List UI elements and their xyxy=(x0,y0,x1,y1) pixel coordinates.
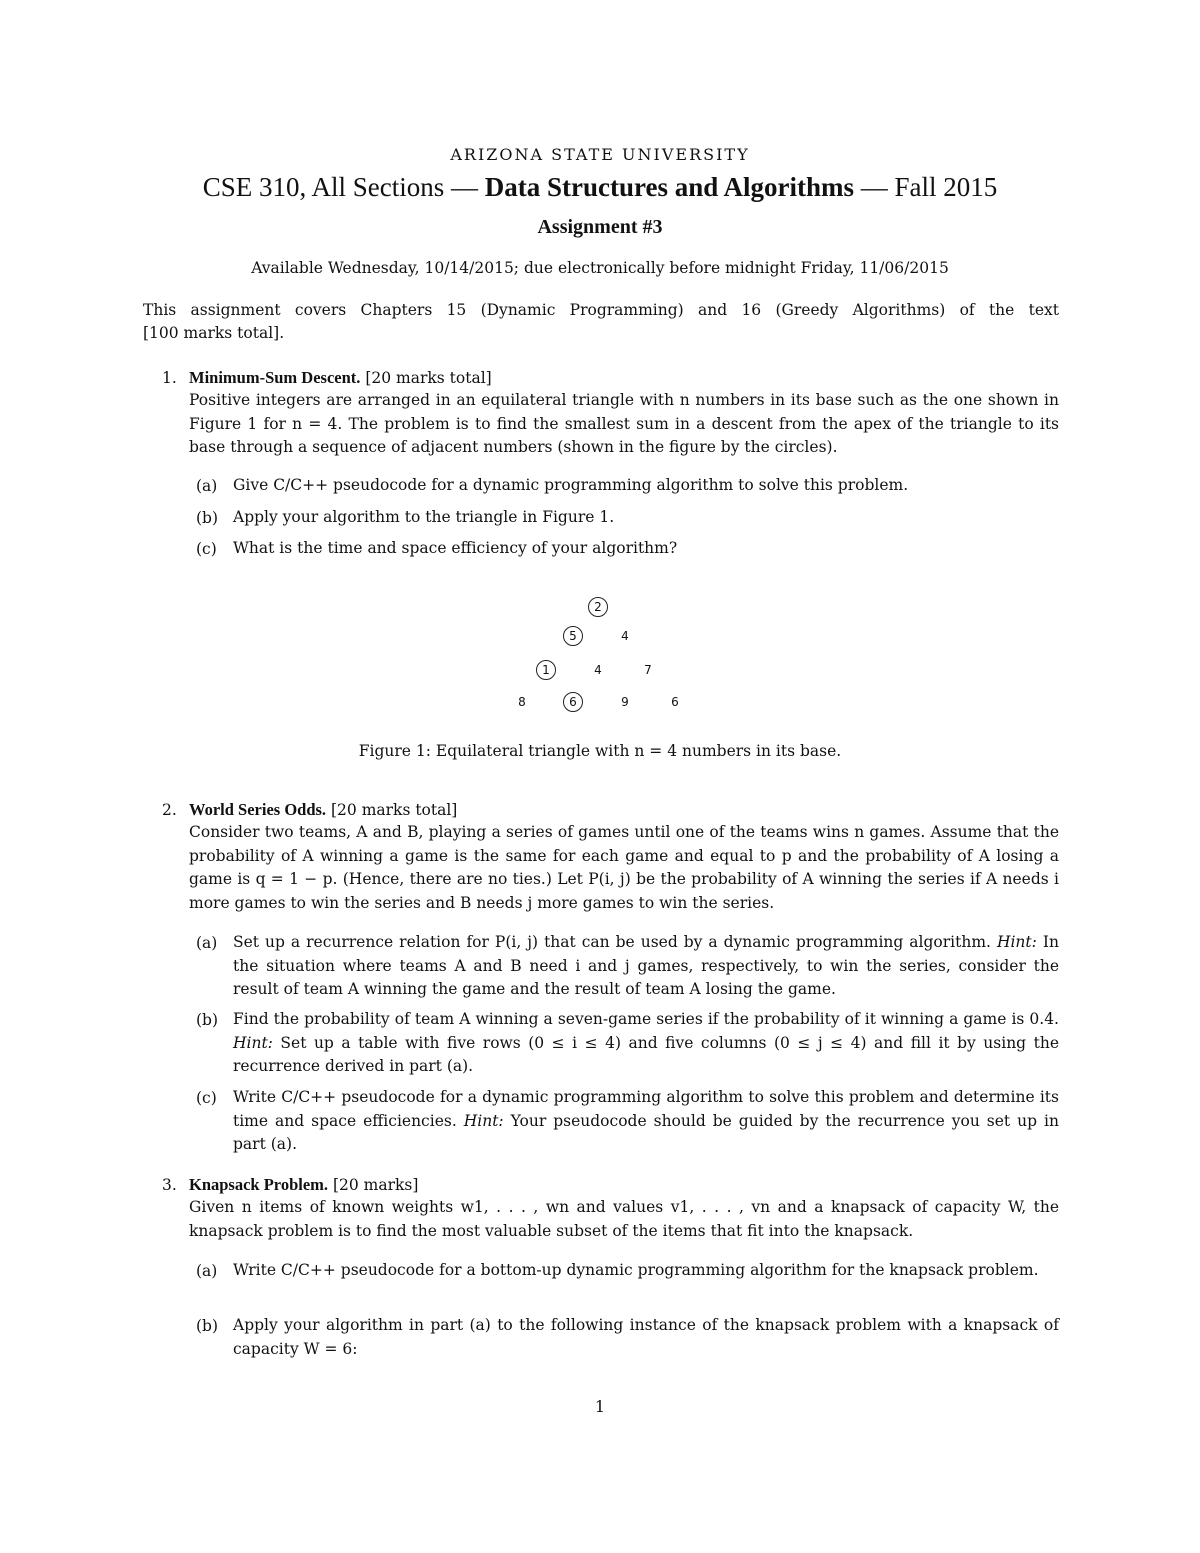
q2b-main: Find the probability of team A winning a seven-game series if the probability of it winning a game is 0.4. xyxy=(233,1010,1059,1028)
q3-title: Knapsack Problem. xyxy=(189,1175,329,1194)
triangle-figure xyxy=(500,590,700,720)
q2b-label: (b) xyxy=(196,1011,219,1029)
q2a-label: (a) xyxy=(196,934,218,952)
q1-marks: [20 marks total] xyxy=(365,369,492,387)
intro-line-2: [100 marks total]. xyxy=(143,324,285,342)
q2c-main: Write C/C++ pseudocode for a dynamic programming algorithm to solve this problem and determine its time and space efficiencies. xyxy=(233,1088,1059,1130)
q2-number: 2. xyxy=(162,801,177,819)
q1-text: Positive integers are arranged in an equilateral triangle with n numbers in its base such as the one shown in Figure 1 for n = 4. The problem is to find the smallest sum in a descent from the apex of the triangle to its base through a sequence of adjacent numbers (shown in the figure by the circles). xyxy=(189,391,1059,456)
tri-cell: 4 xyxy=(594,663,602,677)
availability-line: Available Wednesday, 10/14/2015; due electronically before midnight Friday, 11/06/2015 xyxy=(251,259,949,277)
q3-number: 3. xyxy=(162,1176,177,1194)
tri-cell: 7 xyxy=(644,663,652,677)
course-prefix: CSE 310, All Sections — xyxy=(202,172,485,202)
q1b-label: (b) xyxy=(196,509,219,527)
q2a-main: Set up a recurrence relation for P(i, j) that can be used by a dynamic programming algorithm. xyxy=(233,933,991,951)
q2b-text xyxy=(233,1008,1059,1079)
course-name: Data Structures and Algorithms xyxy=(484,172,855,202)
q3-text: Given n items of known weights w1, . . . , wn and values v1, . . . , vn and a knapsack of capacity W, the knapsack problem is to find the most valuable subset of the items that fit into the knapsack. xyxy=(189,1198,1059,1240)
q2c-label: (c) xyxy=(196,1089,217,1107)
q1-heading xyxy=(189,366,1059,391)
intro-line-1: This assignment covers Chapters 15 (Dynamic Programming) and 16 (Greedy Algorithms) of the text xyxy=(143,301,1059,319)
page-number: 1 xyxy=(594,1397,606,1416)
q2b-hint-text: Set up a table with five rows (0 ≤ i ≤ 4) and five columns (0 ≤ j ≤ 4) and fill it by using the recurrence derived in part (a). xyxy=(233,1033,1059,1075)
tri-cell: 6 xyxy=(569,695,577,709)
tri-cell: 9 xyxy=(621,695,629,709)
q3b-label: (b) xyxy=(196,1317,219,1335)
q1-number: 1. xyxy=(162,369,177,387)
q2c-text xyxy=(233,1086,1059,1157)
q3-heading xyxy=(189,1173,1059,1198)
tri-cell: 1 xyxy=(542,663,550,677)
q3a-text: Write C/C++ pseudocode for a bottom-up dynamic programming algorithm for the knapsack problem. xyxy=(233,1261,1039,1279)
q3-marks: [20 marks] xyxy=(332,1176,419,1194)
q2a-hint-text: In the situation where teams A and B need i and j games, respectively, to win the series, consider the result of team A winning the game and the result of team A losing the game. xyxy=(233,933,1059,998)
tri-cell: 2 xyxy=(594,600,602,614)
q2-marks: [20 marks total] xyxy=(331,801,458,819)
q2c-hint: Hint: xyxy=(463,1111,504,1130)
q1-title: Minimum-Sum Descent. xyxy=(189,368,361,387)
course-title xyxy=(0,172,1200,203)
q2a-hint: Hint: xyxy=(996,933,1037,951)
q2b-hint: Hint: xyxy=(233,1033,273,1052)
q2-heading xyxy=(189,798,1059,823)
q2-text: Consider two teams, A and B, playing a series of games until one of the teams wins n games. Assume that the probability of A winning a game is the same for each game and equal to p and the probability of A losing a game is q = 1 − p. (Hence, there are no ties.) Let P(i, j) be the probability of A winning the series if A needs i more games to win the series and B needs j more games to win the series. xyxy=(189,823,1059,912)
q3b-text: Apply your algorithm in part (a) to the following instance of the knapsack problem with a knapsack of capacity W = 6: xyxy=(233,1316,1059,1358)
tri-cell: 5 xyxy=(569,629,577,643)
assignment-title: Assignment #3 xyxy=(537,216,663,238)
course-term: — Fall 2015 xyxy=(854,172,998,202)
q2-title: World Series Odds. xyxy=(189,800,327,819)
q2c-hint-text: Your pseudocode should be guided by the recurrence you set up in part (a). xyxy=(233,1111,1059,1153)
q1c-label: (c) xyxy=(196,540,217,558)
q2a-text xyxy=(233,931,1059,1002)
q1a-text: Give C/C++ pseudocode for a dynamic programming algorithm to solve this problem. xyxy=(233,476,909,494)
q1c-text: What is the time and space efficiency of your algorithm? xyxy=(233,539,678,557)
figure-caption: Figure 1: Equilateral triangle with n = 4 numbers in its base. xyxy=(358,742,842,760)
tri-cell: 8 xyxy=(518,695,526,709)
q3a-label: (a) xyxy=(196,1262,218,1280)
university-name: ARIZONA STATE UNIVERSITY xyxy=(450,145,750,164)
q1b-text: Apply your algorithm to the triangle in Figure 1. xyxy=(233,508,615,526)
q1a-label: (a) xyxy=(196,477,218,495)
tri-cell: 6 xyxy=(671,695,679,709)
tri-cell: 4 xyxy=(621,629,629,643)
